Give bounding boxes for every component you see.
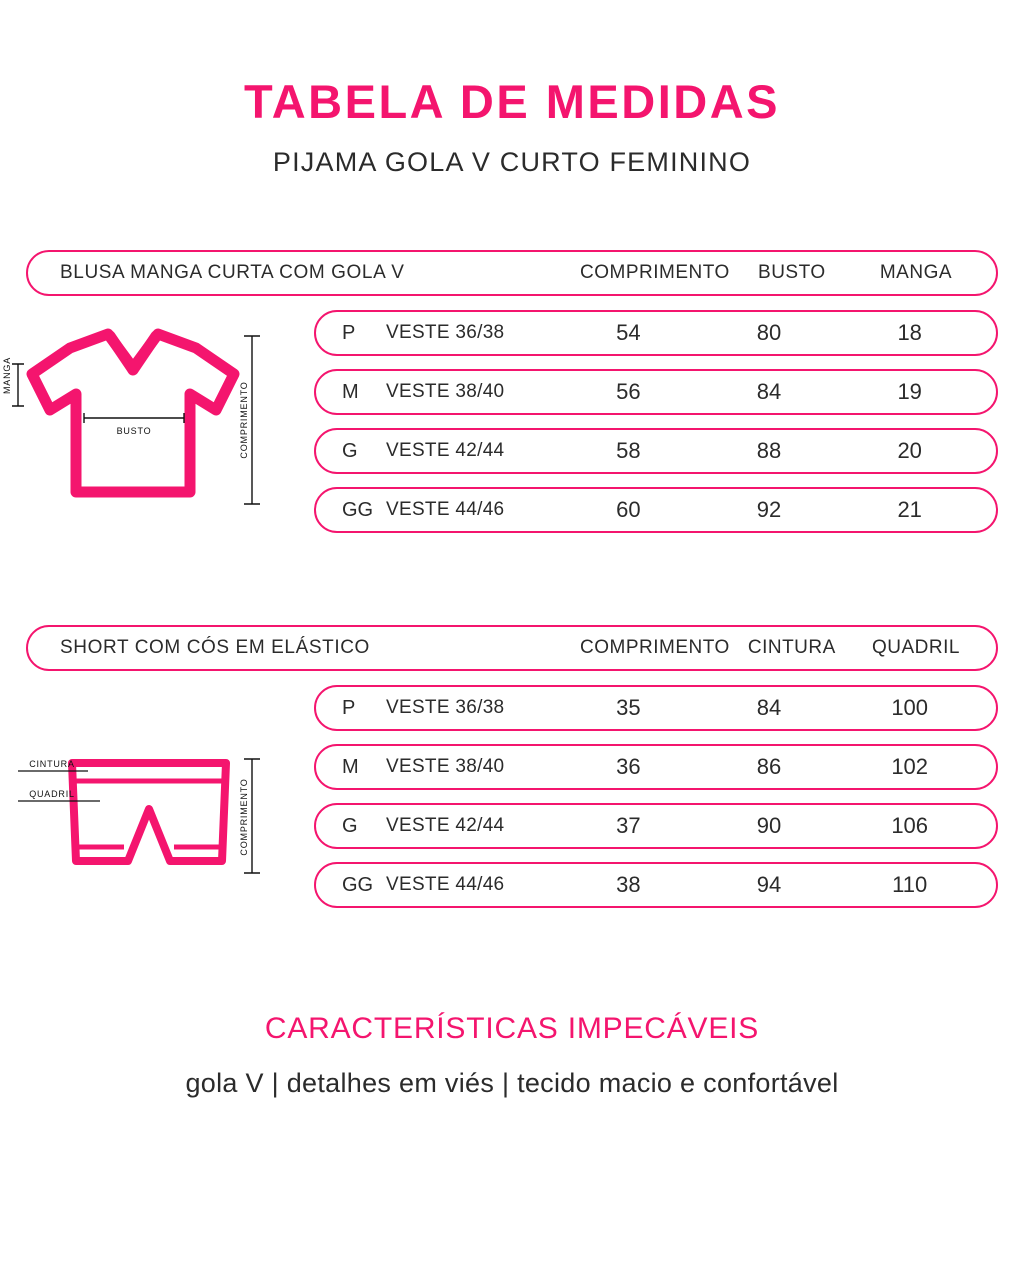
cell-comprimento: 60 bbox=[616, 497, 641, 522]
table-short-title: SHORT COM CÓS EM ELÁSTICO bbox=[60, 637, 370, 658]
cell-comprimento: 35 bbox=[616, 695, 641, 720]
cell-quadril: 102 bbox=[891, 754, 929, 779]
table-blusa bbox=[26, 250, 998, 533]
cell-veste: VESTE 36/38 bbox=[386, 697, 505, 718]
svg-text:CINTURA: CINTURA bbox=[29, 759, 75, 769]
table-blusa-title: BLUSA MANGA CURTA COM GOLA V bbox=[60, 262, 405, 283]
section-blusa bbox=[0, 250, 1024, 546]
table-row bbox=[314, 487, 998, 533]
cell-manga: 21 bbox=[897, 497, 922, 522]
svg-text:COMPRIMENTO: COMPRIMENTO bbox=[239, 381, 249, 459]
cell-comprimento: 37 bbox=[616, 813, 641, 838]
cell-comprimento: 58 bbox=[616, 438, 641, 463]
table-blusa-rows bbox=[314, 310, 998, 533]
cell-manga: 19 bbox=[897, 379, 922, 404]
cell-size: P bbox=[342, 321, 356, 344]
cell-veste: VESTE 38/40 bbox=[386, 381, 505, 402]
cell-size: M bbox=[342, 380, 359, 403]
cell-size: M bbox=[342, 755, 359, 778]
table-blusa-header bbox=[26, 250, 998, 296]
column-header-busto: BUSTO bbox=[758, 262, 826, 283]
cell-busto: 88 bbox=[756, 438, 782, 463]
footer-subtitle: gola V | detalhes em viés | tecido macio e confortável bbox=[185, 1068, 839, 1098]
cell-quadril: 110 bbox=[892, 872, 928, 897]
cell-cintura: 90 bbox=[756, 813, 782, 838]
cell-size: GG bbox=[342, 498, 374, 521]
page-subtitle: PIJAMA GOLA V CURTO FEMININO bbox=[272, 147, 752, 177]
svg-text:COMPRIMENTO: COMPRIMENTO bbox=[239, 778, 249, 856]
column-header-quadril: QUADRIL bbox=[871, 637, 960, 658]
cell-busto: 80 bbox=[756, 320, 782, 345]
cell-cintura: 84 bbox=[756, 695, 782, 720]
cell-veste: VESTE 44/46 bbox=[386, 499, 505, 520]
table-row bbox=[314, 428, 998, 474]
cell-quadril: 106 bbox=[891, 813, 929, 838]
table-row bbox=[314, 310, 998, 356]
table-short bbox=[26, 625, 998, 908]
page-title: TABELA DE MEDIDAS bbox=[244, 75, 780, 128]
page-header bbox=[0, 0, 1024, 176]
cell-size: G bbox=[342, 814, 358, 837]
cell-busto: 92 bbox=[756, 497, 782, 522]
table-row bbox=[314, 685, 998, 731]
cell-busto: 84 bbox=[756, 379, 782, 404]
cell-size: G bbox=[342, 439, 358, 462]
column-header-comprimento: COMPRIMENTO bbox=[580, 637, 730, 658]
cell-comprimento: 56 bbox=[616, 379, 641, 404]
table-row bbox=[314, 862, 998, 908]
footer-title: CARACTERÍSTICAS IMPECÁVEIS bbox=[264, 1012, 760, 1045]
cell-comprimento: 54 bbox=[616, 320, 641, 345]
table-row bbox=[314, 369, 998, 415]
cell-size: P bbox=[342, 696, 356, 719]
cell-quadril: 100 bbox=[891, 695, 929, 720]
cell-size: GG bbox=[342, 873, 374, 896]
cell-veste: VESTE 36/38 bbox=[386, 322, 505, 343]
section-short bbox=[0, 625, 1024, 921]
cell-cintura: 94 bbox=[756, 872, 782, 897]
cell-cintura: 86 bbox=[756, 754, 782, 779]
svg-text:BUSTO: BUSTO bbox=[116, 426, 152, 436]
cell-veste: VESTE 42/44 bbox=[386, 815, 505, 836]
cell-veste: VESTE 38/40 bbox=[386, 756, 505, 777]
page-footer bbox=[0, 1012, 1024, 1099]
column-header-manga: MANGA bbox=[879, 262, 953, 283]
table-short-header bbox=[26, 625, 998, 671]
svg-text:MANGA: MANGA bbox=[2, 356, 12, 394]
cell-manga: 18 bbox=[897, 320, 922, 345]
column-header-comprimento: COMPRIMENTO bbox=[580, 262, 730, 283]
cell-comprimento: 36 bbox=[616, 754, 641, 779]
table-short-rows bbox=[314, 685, 998, 908]
svg-text:QUADRIL: QUADRIL bbox=[29, 789, 75, 799]
cell-manga: 20 bbox=[897, 438, 922, 463]
table-row bbox=[314, 744, 998, 790]
cell-veste: VESTE 44/46 bbox=[386, 874, 505, 895]
column-header-cintura: CINTURA bbox=[747, 637, 836, 658]
cell-veste: VESTE 42/44 bbox=[386, 440, 505, 461]
cell-comprimento: 38 bbox=[616, 872, 641, 897]
table-row bbox=[314, 803, 998, 849]
